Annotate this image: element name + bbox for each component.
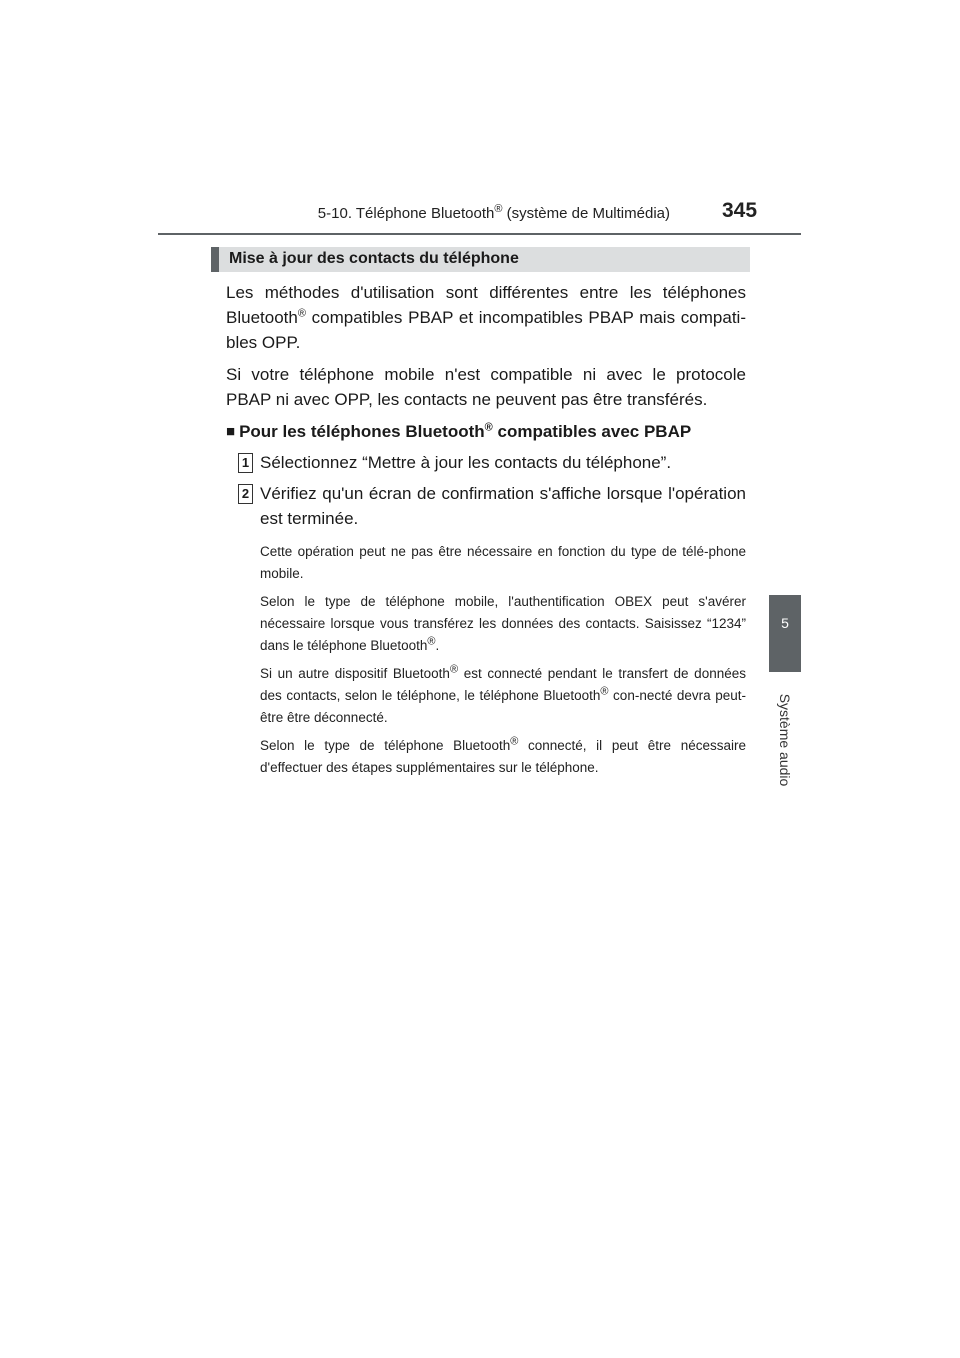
intro-text-start: Les méthodes d'utilisation sont différentes entre les téléphones Bluetooth — [226, 283, 746, 327]
note-item — [260, 591, 746, 657]
registered-mark: ® — [600, 685, 609, 698]
subsection-title-start: Pour les téléphones Bluetooth — [239, 422, 485, 441]
step-text: Vérifiez qu'un écran de confirmation s'affiche lorsque l'opération est terminée. — [260, 484, 746, 528]
note-text: . — [435, 638, 440, 653]
subsection-heading — [226, 419, 746, 444]
note-text: connecté, il peut être nécessaire d'effectuer des étapes supplémentaires sur le téléphone. — [260, 738, 746, 775]
section-reference — [300, 205, 670, 222]
section-prefix: 5-10. Téléphone Bluetooth — [317, 205, 495, 222]
section-title: Mise à jour des contacts du téléphone — [229, 250, 519, 267]
subsection-title-end: compatibles avec PBAP — [492, 422, 692, 441]
registered-mark: ® — [297, 307, 306, 320]
header-divider — [158, 233, 801, 235]
note-text: Selon le type de téléphone Bluetooth — [260, 738, 511, 753]
note-item — [260, 663, 746, 729]
note-text: Selon le type de téléphone mobile, l'authentification OBEX peut s'avérer nécessaire lorsque vous transférez les données des contacts. Saisissez “1234” dans le téléphone Bluetooth — [260, 594, 746, 653]
step-item — [226, 450, 746, 475]
registered-mark: ® — [427, 635, 436, 648]
intro-paragraph — [226, 280, 746, 355]
compatibility-paragraph: Si votre téléphone mobile n'est compatible ni avec le protocole PBAP ni avec OPP, les contacts ne peuvent pas être transférés. — [226, 365, 746, 409]
step-text: Sélectionnez “Mettre à jour les contacts du téléphone”. — [260, 453, 672, 472]
step-number-badge: 1 — [238, 453, 253, 473]
section-heading-bar — [211, 247, 750, 272]
page-number: 345 — [722, 199, 758, 222]
note-item — [260, 735, 746, 779]
chapter-tab: 5 — [769, 595, 801, 672]
notes-block — [226, 541, 746, 779]
subsection-title — [239, 419, 691, 444]
step-item — [226, 481, 746, 531]
registered-mark: ® — [510, 735, 519, 748]
note-text: con-necté devra peut-être être déconnecté. — [260, 688, 746, 725]
note-text: est connecté pendant le transfert de données des contacts, selon le téléphone, le téléphone Bluetooth — [260, 666, 746, 703]
section-suffix: (système de Multimédia) — [502, 205, 670, 222]
square-bullet-icon: ■ — [226, 423, 236, 440]
intro-text-end: compatibles PBAP et incompatibles PBAP mais compati-bles OPP. — [226, 308, 746, 352]
main-content — [226, 280, 746, 785]
step-number-badge: 2 — [238, 484, 253, 504]
chapter-label: Système audio — [777, 693, 793, 787]
registered-mark: ® — [449, 663, 459, 676]
registered-mark: ® — [484, 421, 493, 434]
note-text: Si un autre dispositif Bluetooth — [260, 666, 450, 681]
note-item: Cette opération peut ne pas être nécessaire en fonction du type de télé-phone mobile. — [260, 544, 746, 581]
registered-mark: ® — [494, 203, 503, 215]
